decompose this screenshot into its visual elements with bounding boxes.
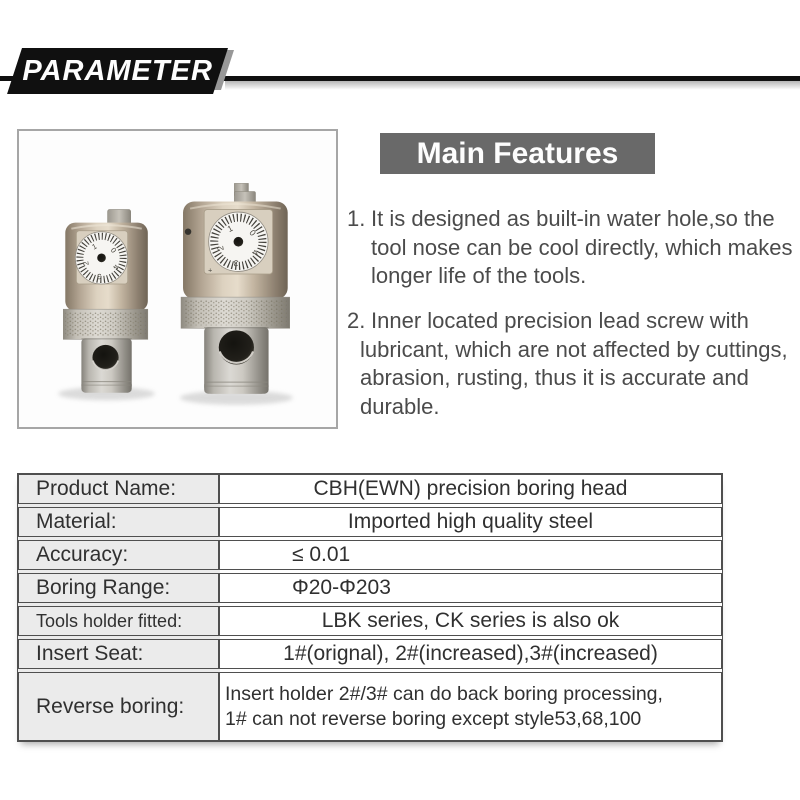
- product-photo: [17, 129, 338, 429]
- svg-text:3: 3: [233, 258, 239, 269]
- feature-2-line-3: abrasion, rusting, thus it is accurate and: [360, 365, 749, 390]
- table-row: [18, 672, 722, 741]
- spec-value-boring-range: Φ20-Φ203: [219, 573, 722, 603]
- header-line-shadow: [225, 81, 800, 90]
- feature-1-line-2: tool nose can be cool directly, which makes: [371, 234, 793, 260]
- large-boring-head: [181, 183, 290, 393]
- table-row: [18, 606, 722, 636]
- small-dial-icon: [75, 232, 127, 284]
- spec-value-tools-holder: LBK series, CK series is also ok: [219, 606, 722, 636]
- svg-text:2: 2: [81, 260, 91, 267]
- spec-value-product-name: CBH(EWN) precision boring head: [219, 474, 722, 504]
- reverse-boring-line-1: Insert holder 2#/3# can do back boring processing,: [225, 682, 663, 705]
- feature-1-number: 1.: [347, 206, 366, 231]
- spec-value-material: Imported high quality steel: [219, 507, 722, 537]
- feature-1-line-1: It is designed as built-in water hole,so the: [371, 206, 775, 231]
- svg-text:3: 3: [96, 271, 102, 282]
- spec-value-insert-seat: 1#(orignal), 2#(increased),3#(increased): [219, 639, 722, 669]
- table-row: [18, 507, 722, 537]
- large-head-bore-hole: [219, 330, 254, 364]
- small-boring-head: [63, 210, 148, 393]
- parameter-banner: [7, 48, 228, 94]
- feature-2-line-4: durable.: [360, 393, 440, 419]
- spec-label-insert-seat: Insert Seat:: [18, 639, 219, 669]
- svg-text:4: 4: [249, 248, 261, 257]
- svg-text:1: 1: [90, 241, 99, 252]
- svg-text:1: 1: [225, 222, 235, 235]
- large-head-set-screw: [185, 228, 191, 234]
- spec-value-accuracy: ≤ 0.01: [219, 540, 722, 570]
- svg-text:0: 0: [247, 227, 259, 238]
- spec-label-boring-range: Boring Range:: [18, 573, 219, 603]
- svg-text:4: 4: [110, 263, 121, 271]
- table-row: [18, 573, 722, 603]
- spec-label-accuracy: Accuracy:: [18, 540, 219, 570]
- spec-label-product-name: Product Name:: [18, 474, 219, 504]
- svg-text:+: +: [208, 267, 213, 275]
- page-title: PARAMETER: [22, 54, 213, 87]
- spec-table: [17, 473, 723, 742]
- feature-2-line-1: Inner located precision lead screw with: [371, 308, 749, 333]
- svg-text:0: 0: [108, 245, 119, 255]
- reverse-boring-line-2: 1# can not reverse boring except style53,68,100: [225, 707, 642, 730]
- feature-item-2: [347, 307, 800, 421]
- boring-heads-illustration: [19, 131, 336, 427]
- feature-1-line-3: longer life of the tools.: [371, 263, 587, 288]
- feature-item-1: [347, 205, 800, 291]
- spec-value-reverse-boring: [219, 672, 722, 741]
- table-row: [18, 540, 722, 570]
- features-heading: [380, 133, 655, 174]
- svg-text:2: 2: [214, 245, 226, 252]
- spec-label-material: Material:: [18, 507, 219, 537]
- table-row: [18, 639, 722, 669]
- features-heading-label: Main Features: [416, 136, 619, 170]
- feature-2-number: 2.: [347, 308, 366, 333]
- spec-label-reverse-boring: Reverse boring:: [18, 672, 219, 741]
- spec-label-tools-holder: Tools holder fitted:: [18, 606, 219, 636]
- feature-2-line-2: lubricant, which are not affected by cuttings,: [360, 336, 788, 362]
- table-row: [18, 474, 722, 504]
